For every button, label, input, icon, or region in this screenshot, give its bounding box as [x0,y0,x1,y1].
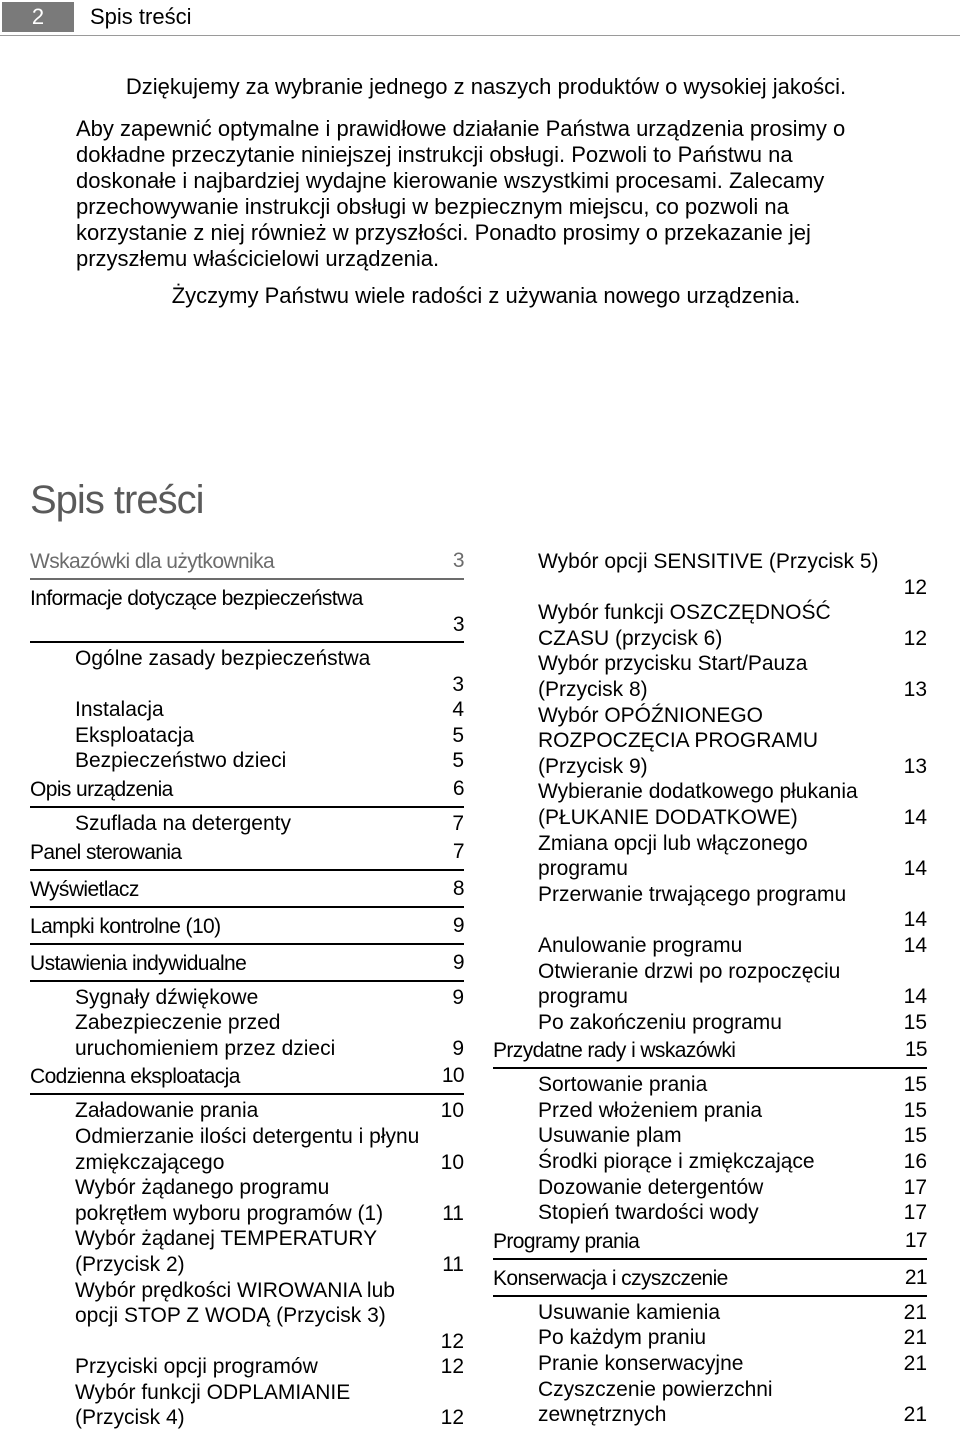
toc-entry-page: 11 [442,1252,464,1276]
toc-entry[interactable] [30,1278,464,1355]
toc-entry-text: Po każdym praniu [538,1326,707,1350]
toc-entry[interactable] [30,646,464,697]
toc-entry-text: Usuwanie kamienia [538,1300,721,1324]
toc-entry[interactable] [493,1300,927,1326]
toc-entry-text: Lampki kontrolne (10) [30,914,221,938]
toc-entry-text: Ogólne zasady bezpieczeństwa [75,647,371,670]
toc-entry-page: 3 [452,549,464,572]
toc-entry-text: Środki piorące i zmiękczające [538,1150,815,1174]
toc-right-column [493,549,927,1428]
toc-entry-page: 9 [452,950,464,974]
toc-entry-page: 3 [452,613,464,636]
toc-entry-page: 14 [903,857,927,881]
toc-entry-page: 10 [441,1064,464,1088]
toc-section[interactable] [30,911,464,945]
toc-entry-page: 14 [903,985,927,1009]
toc-entry-text: Wybór OPÓŹNIONEGO ROZPOCZĘCIA PROGRAMU (Przycisk 9) [538,703,819,778]
toc-entry[interactable] [30,811,464,837]
toc-entry-text: Otwieranie drzwi po rozpoczęciu programu [538,959,841,1009]
toc-entry-text: Codzienna eksploatacja [30,1065,240,1089]
toc-entry-text: Wybór funkcji ODPLAMIANIE (Przycisk 4) [75,1380,351,1430]
toc-entry-page: 21 [903,1326,927,1350]
toc-entry-text: Przerwanie trwającego programu [538,882,847,906]
toc-entry-text: Informacje dotyczące bezpieczeństwa [30,587,363,610]
toc-section[interactable] [493,1263,927,1297]
toc-entry-page: 15 [903,1010,927,1034]
toc-entry-text: Opis urządzenia [30,777,173,801]
toc-entry[interactable] [493,1149,927,1175]
toc-entry-page: 15 [903,1073,927,1097]
toc-entry-page: 13 [903,677,927,701]
toc-entry-text: Anulowanie programu [538,933,743,957]
toc-entry-text: Odmierzanie ilości detergentu i płynu zmiękczającego [75,1124,420,1174]
toc-entry-text: Szuflada na detergenty [75,811,291,835]
toc-entry-page: 14 [903,933,927,957]
toc-entry-page: 10 [440,1150,464,1174]
toc-entry[interactable] [493,1123,927,1149]
toc-entry[interactable] [30,723,464,749]
toc-entry-text: Wybór żądanego programu pokrętłem wyboru programów (1) [75,1176,384,1225]
toc-entry-page: 9 [452,985,464,1009]
toc-section[interactable] [30,583,464,643]
toc-entry-page: 11 [442,1201,464,1225]
toc-entry-page: 10 [440,1099,464,1123]
toc-entry-page: 12 [440,1329,464,1353]
toc-entry[interactable] [30,1124,464,1175]
intro-closing: Życzymy Państwu wiele radości z używania nowego urządzenia. [171,283,801,308]
toc-entry-text: Pranie konserwacyjne [538,1352,744,1376]
toc-entry[interactable] [493,703,927,780]
toc-entry-text: Wybór opcji SENSITIVE (Przycisk 5) [538,550,879,573]
toc-entry-text: Ustawienia indywidualne [30,951,247,975]
toc-entry-text: Zmiana opcji lub włączonego programu [538,831,808,881]
toc-section[interactable] [493,1035,927,1069]
toc-entry-text: Wybór prędkości WIROWANIA lub opcji STOP Z WODĄ (Przycisk 3) [75,1278,395,1328]
toc-entry[interactable] [30,1380,464,1431]
toc-entry-page: 12 [440,1355,464,1379]
toc-entry[interactable] [493,651,927,702]
toc-entry-page: 21 [903,1352,927,1376]
intro-text [76,74,896,309]
header-title: Spis treści [90,4,192,29]
toc-entry[interactable] [493,1098,927,1124]
toc-entry[interactable] [493,1072,927,1098]
toc-entry[interactable] [30,1226,464,1277]
toc-entry[interactable] [30,1354,464,1380]
toc-entry[interactable] [30,697,464,723]
toc-entry[interactable] [493,882,927,933]
toc-entry-page: 16 [903,1150,927,1174]
toc-entry-text: Programy prania [493,1229,640,1253]
toc-entry-text: Po zakończeniu programu [538,1010,782,1034]
toc-entry-page: 12 [440,1406,464,1430]
toc-entry-text: Przydatne rady i wskazówki [493,1039,736,1063]
toc-entry-text: Wybór żądanej TEMPERATURY (Przycisk 2) [75,1227,377,1276]
toc-entry-page: 13 [903,754,927,778]
toc-entry-page: 3 [452,672,464,696]
toc-entry-page: 5 [452,723,464,747]
toc-entry-text: Panel sterowania [30,840,182,864]
toc-entry[interactable] [493,1351,927,1377]
toc-section[interactable] [30,948,464,982]
toc-entry-page: 17 [903,1201,927,1225]
toc-entry-page: 6 [452,776,464,800]
toc-entry-page: 14 [903,908,927,932]
toc-entry[interactable] [493,959,927,1010]
toc-entry-text: Przed włożeniem prania [538,1098,763,1122]
toc-entry-text: Sortowanie prania [538,1073,708,1097]
toc-entry-text: Wskazówki dla użytkownika [30,550,275,573]
toc-entry-text: Bezpieczeństwo dzieci [75,749,287,773]
toc-entry-text: Wyświetlacz [30,877,139,901]
toc-entry-text: Zabezpieczenie przed uruchomieniem przez dzieci [75,1011,336,1060]
toc-entry-page: 12 [903,626,927,650]
toc-entry-text: Eksploatacja [75,723,195,747]
toc-section[interactable] [30,874,464,908]
intro-body: Aby zapewnić optymalne i prawidłowe działanie Państwa urządzenia prosimy o dokładne przeczytanie niniejszej instrukcji obsługi. Pozwoli to Państwu na doskonałe i najbardziej wydajne kierowanie wszystkimi procesami. Zalecamy przechowywanie instrukcji obsługi w bezpiecznym miejscu, co pozwoli na korzystanie z niej również w przyszłości. Ponadto prosimy o przekazanie jej przyszłemu właścicielowi urządzenia. [76,116,846,271]
toc-section[interactable] [493,1226,927,1260]
toc-entry-text: Instalacja [75,698,164,722]
toc-entry-text: Konserwacja i czyszczenie [493,1266,728,1290]
toc-entry[interactable] [30,1010,464,1061]
toc-entry-page: 7 [452,811,464,835]
header-divider [0,35,960,36]
toc-entry-text: Załadowanie prania [75,1099,259,1123]
intro-thanks: Dziękujemy za wybranie jednego z naszych produktów o wysokiej jakości. [125,74,847,99]
toc-section[interactable] [30,837,464,871]
toc-entry-page: 17 [903,1175,927,1199]
page-header [0,0,960,38]
toc-entry[interactable] [493,779,927,830]
toc-entry-page: 21 [904,1265,927,1289]
toc-section[interactable] [30,1061,464,1095]
toc-entry[interactable] [30,985,464,1011]
toc-entry[interactable] [493,1010,927,1036]
toc-entry-text: Przyciski opcji programów [75,1355,318,1379]
toc-entry-text: Wybieranie dodatkowego płukania (PŁUKANIE DODATKOWE) [538,780,858,829]
toc-entry[interactable] [493,1200,927,1226]
toc-entry[interactable] [493,933,927,959]
toc-entry[interactable] [30,748,464,774]
toc-entry[interactable] [493,600,927,651]
toc-entry[interactable] [493,1377,927,1428]
toc-entry-page: 9 [452,913,464,937]
toc-left-column [30,549,464,1431]
toc-entry[interactable] [30,1098,464,1124]
toc-entry[interactable] [493,549,927,600]
toc-entry-text: Usuwanie plam [538,1124,682,1148]
toc-entry-text: Wybór przycisku Start/Pauza (Przycisk 8) [538,652,808,701]
toc-entry-page: 21 [903,1403,927,1427]
toc-entry-page: 21 [903,1300,927,1324]
toc-entry-page: 15 [904,1038,927,1062]
toc-title: Spis treści [30,478,204,522]
toc-entry-page: 7 [452,839,464,863]
toc-entry-page: 9 [452,1036,464,1060]
toc-entry-page: 17 [904,1228,927,1252]
toc-entry-page: 15 [903,1124,927,1148]
toc-entry-text: Wybór funkcji OSZCZĘDNOŚĆ CZASU (przycisk 6) [538,601,831,650]
toc-entry-text: Dozowanie detergentów [538,1175,764,1199]
toc-entry-page: 14 [903,805,927,829]
toc-entry-text: Czyszczenie powierzchni zewnętrznych [538,1377,773,1427]
toc-entry[interactable] [30,1175,464,1226]
toc-entry-page: 4 [452,698,464,722]
page-number: 2 [2,2,74,32]
toc-entry-page: 8 [452,876,464,900]
toc-entry-page: 5 [452,749,464,773]
toc-section[interactable] [30,774,464,808]
toc-entry-page: 15 [903,1098,927,1122]
toc-entry[interactable] [493,831,927,882]
toc-entry-page: 12 [903,575,927,599]
toc-section[interactable] [30,549,464,580]
toc-entry-text: Stopień twardości wody [538,1201,759,1225]
toc-entry[interactable] [493,1175,927,1201]
toc-entry-text: Sygnały dźwiękowe [75,985,259,1009]
toc-entry[interactable] [493,1325,927,1351]
